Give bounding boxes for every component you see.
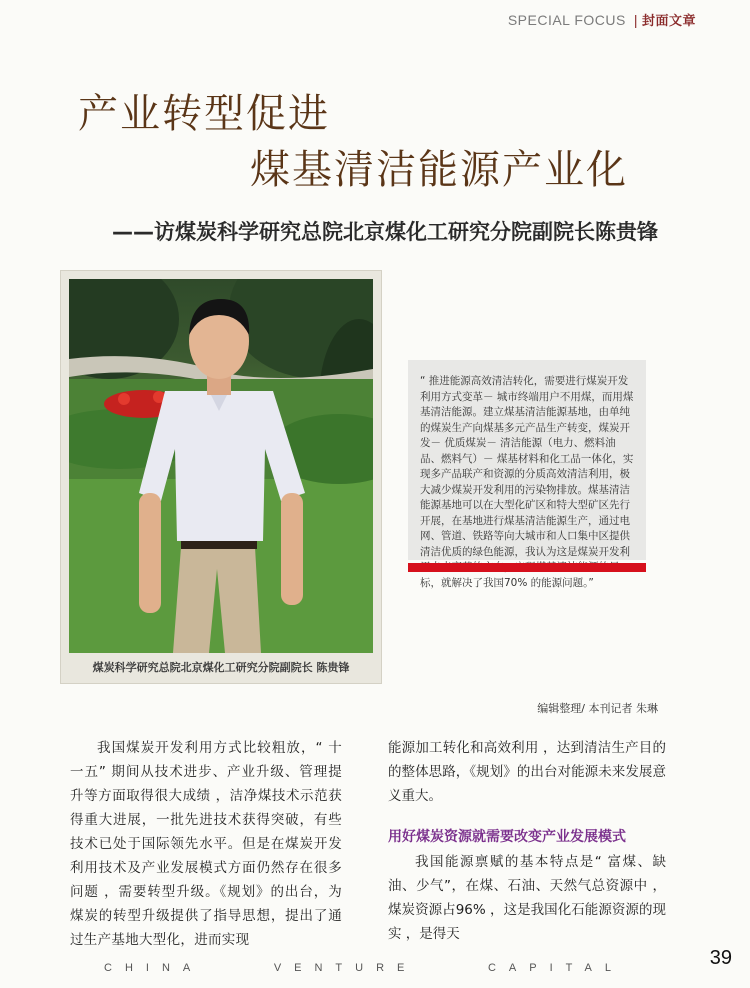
- pull-quote-accent-bar: [408, 563, 646, 572]
- section-label-en: SPECIAL FOCUS: [507, 12, 626, 28]
- editor-credit: 编辑整理/ 本刊记者 朱琳: [537, 702, 658, 715]
- footer-word-china: CHINA: [104, 962, 204, 974]
- footer-word-venture: VENTURE: [273, 962, 418, 974]
- photo-caption: 煤炭科学研究总院北京煤化工研究分院副院长 陈贵锋: [92, 661, 350, 674]
- photo-frame: [60, 270, 382, 684]
- body-column-right-top: 能源加工转化和高效利用 ，达到清洁生产目的的整体思路，《规划》的出台对能源未来发展意义重大。: [388, 740, 666, 804]
- article-subtitle: ——访煤炭科学研究总院北京煤化工研究分院副院长陈贵锋: [112, 220, 658, 244]
- body-column-left: 我国煤炭开发利用方式比较粗放，“ 十一五” 期间从技术进步、产业升级、管理提升等方面取得很大成绩 ，洁净煤技术示范获得重大进展，一批先进技术获得突破，有些技术已处于国际领先水平。但是在煤炭开发利用技术及产业发展模式方面仍然存在很多问题 ，需要转型升级。《规划》的出台，为煤炭的转型升级提供了指导思想，提出了通过生产基地大型化，进而实现: [70, 740, 342, 948]
- article-title-line2: 煤基清洁能源产业化: [250, 147, 628, 193]
- section-header: [508, 10, 696, 29]
- pull-quote: “ 推进能源高效清洁转化，需要进行煤炭开发利用方式变革－ 城市终端用户不用煤，而用煤基清洁能源。建立煤基清洁能源基地，由单纯的煤炭生产向煤基多元产品生产转变，煤炭开发－ 优质煤炭－ 清洁能源（电力、燃料油品、燃料气）－ 煤基材料和化工品一体化，实现多产品联产和资源的分质高效清洁利用，极大减少煤炭开发利用的污染物排放。煤基清洁能源基地可以在大型化矿区和特大型矿区先行开展，在基地进行煤基清洁能源生产，通过电网、管道、铁路等向大城市和人口集中区提供清洁优质的绿色能源，我认为这是煤炭开发利 标，就解决了我国70% 的能源问题。”: [408, 360, 646, 560]
- article-title-line1: 产业转型促进: [78, 91, 330, 137]
- footer-word-capital: CAPITAL: [487, 962, 624, 974]
- section-heading: 用好煤炭资源就需要改变产业发展模式: [388, 829, 626, 845]
- interviewee-photo: [69, 279, 373, 653]
- portrait-illustration: [69, 279, 373, 653]
- body-column-right-bottom: 我国能源禀赋的基本特点是“ 富煤、缺油、少气”，在煤、石油、天然气总资源中 ，煤炭资源占96% ，这是我国化石能源资源的现实 ，是得天: [388, 854, 666, 942]
- magazine-footer: [104, 962, 624, 974]
- page-number: 39: [709, 947, 732, 969]
- header-divider: |: [633, 12, 638, 28]
- section-label-cn: 封面文章: [641, 13, 696, 28]
